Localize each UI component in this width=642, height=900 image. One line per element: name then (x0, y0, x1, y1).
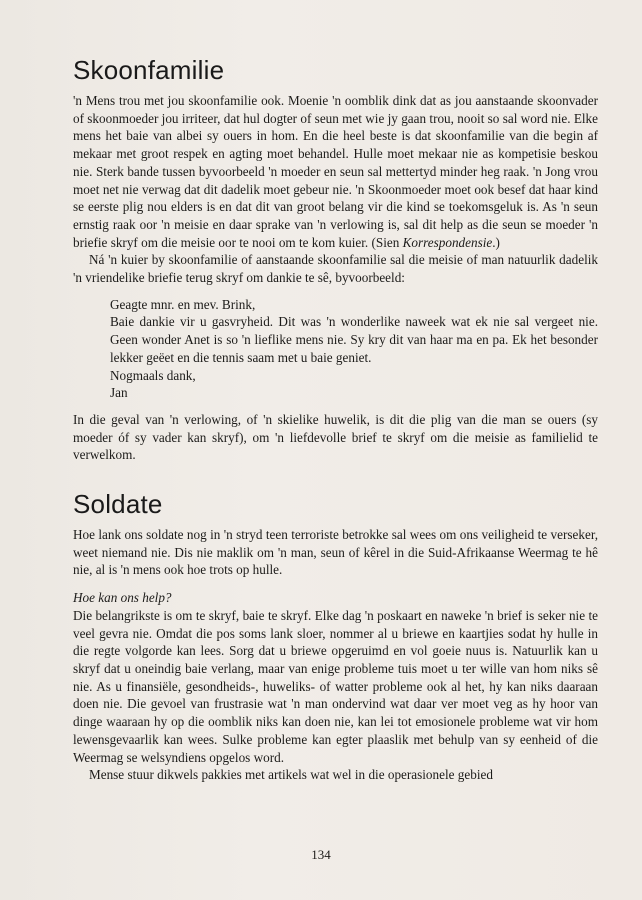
letter-salutation: Geagte mnr. en mev. Brink, (110, 296, 256, 312)
letter-signature: Jan (110, 385, 128, 401)
cross-reference: Korrespondensie (402, 234, 493, 250)
subheading-hoe-kan-ons-help: Hoe kan ons help? (73, 590, 172, 606)
paragraph-text-end: .) (492, 234, 500, 250)
page-number: 134 (311, 847, 331, 862)
skoonfamilie-paragraph-2: Ná 'n kuier by skoonfamilie of aanstaande skoonfamilie sal die meisie of man natuurlik dadelik 'n vriendelike briefie terug skryf om dankie te sê, byvoorbeeld: (73, 252, 598, 286)
skoonfamilie-paragraph-3: In die geval van 'n verlowing, of 'n skielike huwelik, is dit die plig van die man se ouers (sy moeder óf sy vader kan skryf), om 'n liefdevolle brief te skryf om die meisie as familielid te verwelkom. (73, 411, 598, 463)
section-title-soldate: Soldate (73, 489, 163, 520)
letter-closing: Nogmaals dank, (110, 367, 196, 383)
paragraph-text: 'n Mens trou met jou skoonfamilie ook. Moenie 'n oomblik dink dat as jou aanstaande skoonvader of skoonmoeder jou irriteer, dat hul dogter of seun met wie jy gaan trou, nooit so sal word nie. Elke mens het baie van albei sy ouers in hom. En die heel beste is dat skoonfamilie van die begin af mekaar met groot respek en agting moet behandel. Hulle moet mekaar nie as kompetisie beskou nie. Sterk bande tussen byvoorbeeld 'n moeder en seun sal mettertyd minder heg raak. 'n Jong vrou moet net nie verwag dat dit dadelik moet gebeur nie. 'n Skoonmoeder moet ook besef dat haar kind se eerste plig nou elders is en dat dit van groot belang vir die kind se toekomsgeluk is. As 'n seun ernstig raak oor 'n meisie en daar sprake van 'n verlowing is, sal dit help as die seun se moeder 'n briefie skryf om die meisie oor te nooi om te kom kuier. (Sien (73, 93, 598, 250)
example-letter (110, 296, 598, 402)
letter-body: Baie dankie vir u gasvryheid. Dit was 'n wonderlike naweek wat ek nie sal vergeet nie. Geen wonder Anet is so 'n lieflike mens nie. Sy kry dit van haar ma en pa. Ek het besonder lekker geëet en die tennis saam met u baie geniet. (110, 314, 598, 365)
page-content (73, 54, 598, 784)
section-title-skoonfamilie: Skoonfamilie (73, 55, 225, 85)
soldate-paragraph-2: Die belangrikste is om te skryf, baie te skryf. Elke dag 'n poskaart en naweke 'n brief is seker nie te veel gevra nie. Omdat die pos soms lank sloer, nommer al u briewe en kaartjies sodat hy hulle in die regte volgorde kan lees. Sorg dat u briewe opgeruimd en vol goeie nuus is. Natuurlik kan u skryf dat u oneindig baie verlang, maar van enige probleme tuis moet u ter wille van hom niks sê nie. As u finansiële, gesondheids-, huweliks- of watter probleme ook al het, hy kan niks daaraan doen nie. Die gevoel van frustrasie wat 'n man ondervind wat daar ver moet veg as hy hoor van dinge waaraan hy op die oomblik niks kan doen nie, kan lei tot emosionele probleme wat vir hom lewensgevaarlik kan wees. Sulke probleme kan egter plaaslik met behulp van sy eenheid of die Weermag se welsyndiens opgelos word. (73, 607, 598, 765)
soldate-paragraph-3: Mense stuur dikwels pakkies met artikels wat wel in die operasionele gebied (89, 767, 493, 783)
soldate-paragraph-1: Hoe lank ons soldate nog in 'n stryd teen terroriste betrokke sal wees om ons veiligheid te verseker, weet niemand nie. Dis nie maklik om 'n man, seun of kêrel in die Suid-Afrikaanse Weermag te hê nie, al is 'n mens ook hoe trots op hulle. (73, 527, 598, 578)
skoonfamilie-paragraph-1 (73, 92, 598, 251)
